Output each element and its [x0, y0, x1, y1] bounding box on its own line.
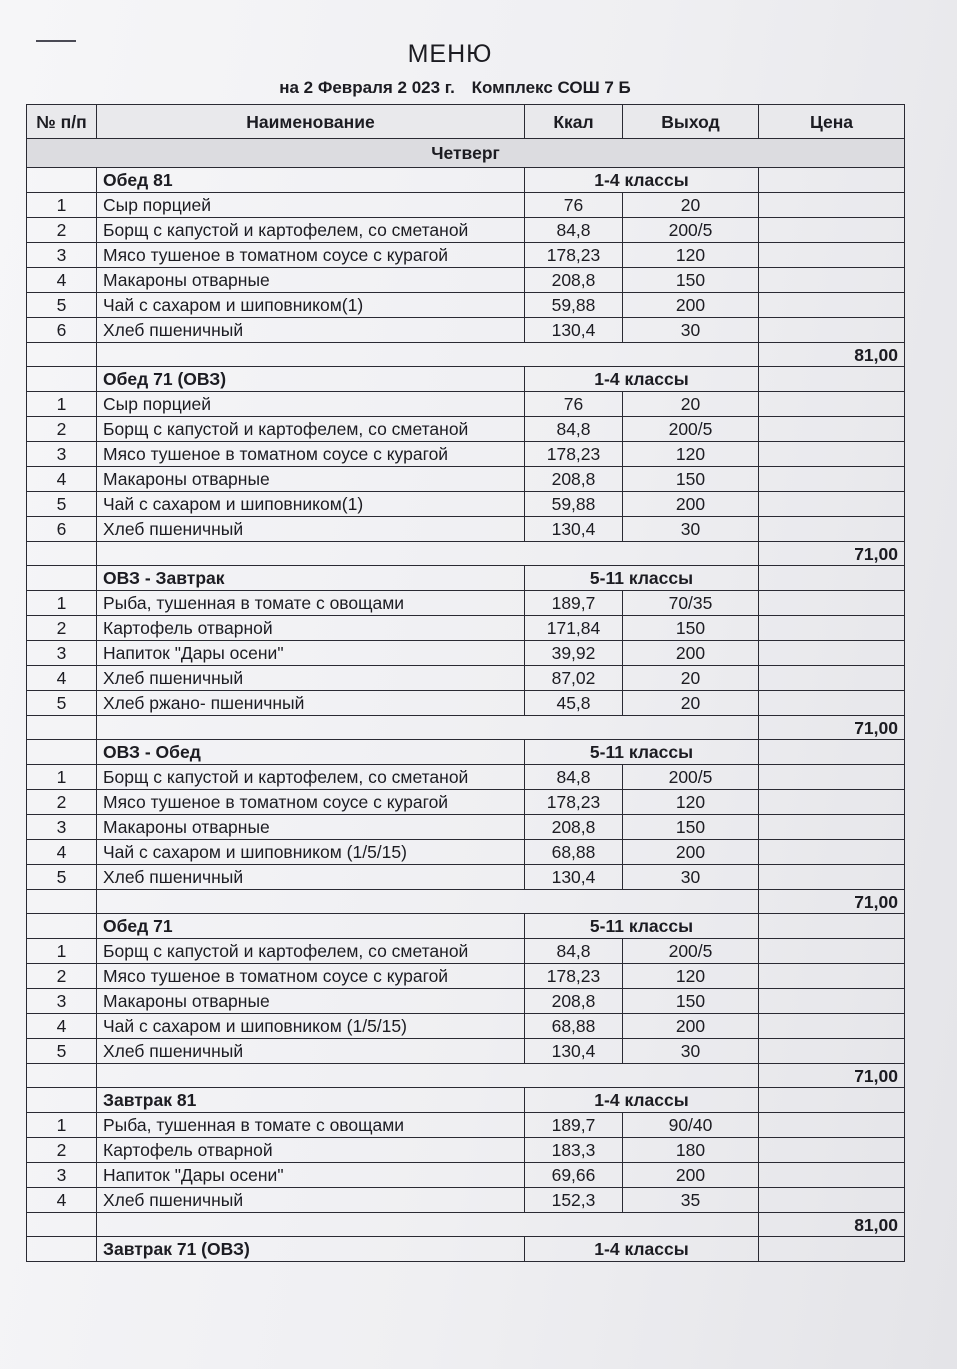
item-number: 1 — [27, 193, 97, 218]
section-num-cell — [27, 1237, 97, 1262]
item-kcal: 171,84 — [525, 616, 623, 641]
section-price-cell — [759, 566, 905, 591]
item-output: 20 — [623, 193, 759, 218]
table-row — [27, 765, 905, 790]
total-blank-cell — [27, 542, 97, 566]
item-price — [759, 1138, 905, 1163]
table-row — [27, 591, 905, 616]
total-blank-cell — [97, 1213, 759, 1237]
item-name: Макароны отварные — [97, 268, 525, 293]
col-kcal-header: Ккал — [525, 105, 623, 139]
table-row — [27, 1039, 905, 1064]
item-number: 4 — [27, 1014, 97, 1039]
item-output: 200 — [623, 641, 759, 666]
menu-table — [26, 104, 905, 1262]
table-row — [27, 790, 905, 815]
item-number: 5 — [27, 1039, 97, 1064]
section-total-price: 71,00 — [759, 890, 905, 914]
item-price — [759, 641, 905, 666]
item-price — [759, 243, 905, 268]
item-kcal: 84,8 — [525, 417, 623, 442]
item-name: Сыр порцией — [97, 193, 525, 218]
table-row — [27, 1138, 905, 1163]
item-number: 3 — [27, 815, 97, 840]
item-name: Чай с сахаром и шиповником (1/5/15) — [97, 840, 525, 865]
item-price — [759, 989, 905, 1014]
item-number: 6 — [27, 318, 97, 343]
section-num-cell — [27, 367, 97, 392]
table-row — [27, 939, 905, 964]
section-classes: 1-4 классы — [525, 367, 759, 392]
item-price — [759, 790, 905, 815]
item-output: 150 — [623, 989, 759, 1014]
item-output: 20 — [623, 666, 759, 691]
section-header-row — [27, 367, 905, 392]
total-blank-cell — [97, 890, 759, 914]
item-name: Хлеб пшеничный — [97, 1039, 525, 1064]
item-kcal: 130,4 — [525, 318, 623, 343]
section-classes: 1-4 классы — [525, 168, 759, 193]
item-number: 5 — [27, 492, 97, 517]
item-price — [759, 1163, 905, 1188]
item-number: 5 — [27, 865, 97, 890]
item-number: 4 — [27, 840, 97, 865]
item-price — [759, 691, 905, 716]
item-kcal: 130,4 — [525, 1039, 623, 1064]
section-header-row — [27, 740, 905, 765]
item-name: Хлеб пшеничный — [97, 1188, 525, 1213]
item-name: Хлеб пшеничный — [97, 865, 525, 890]
item-number: 1 — [27, 1113, 97, 1138]
table-header-row — [27, 105, 905, 139]
item-name: Макароны отварные — [97, 815, 525, 840]
item-price — [759, 1039, 905, 1064]
item-kcal: 69,66 — [525, 1163, 623, 1188]
item-price — [759, 442, 905, 467]
item-price — [759, 467, 905, 492]
item-number: 2 — [27, 790, 97, 815]
item-output: 200 — [623, 1163, 759, 1188]
item-output: 150 — [623, 268, 759, 293]
item-price — [759, 392, 905, 417]
item-output: 120 — [623, 790, 759, 815]
item-name: Рыба, тушенная в томате с овощами — [97, 1113, 525, 1138]
item-output: 30 — [623, 517, 759, 542]
item-number: 6 — [27, 517, 97, 542]
item-price — [759, 964, 905, 989]
item-name: Мясо тушеное в томатном соусе с курагой — [97, 790, 525, 815]
table-row — [27, 666, 905, 691]
item-output: 120 — [623, 442, 759, 467]
section-title: Обед 81 — [97, 168, 525, 193]
item-output: 70/35 — [623, 591, 759, 616]
item-number: 2 — [27, 218, 97, 243]
table-row — [27, 392, 905, 417]
item-kcal: 84,8 — [525, 939, 623, 964]
total-blank-cell — [97, 1064, 759, 1088]
section-num-cell — [27, 566, 97, 591]
section-title: ОВЗ - Завтрак — [97, 566, 525, 591]
item-name: Хлеб пшеничный — [97, 318, 525, 343]
item-kcal: 84,8 — [525, 218, 623, 243]
item-price — [759, 218, 905, 243]
section-total-price: 71,00 — [759, 542, 905, 566]
table-row — [27, 865, 905, 890]
item-number: 2 — [27, 616, 97, 641]
item-number: 4 — [27, 268, 97, 293]
item-price — [759, 616, 905, 641]
section-header-row — [27, 1088, 905, 1113]
section-classes: 5-11 классы — [525, 740, 759, 765]
section-header-row — [27, 566, 905, 591]
item-kcal: 178,23 — [525, 243, 623, 268]
item-kcal: 84,8 — [525, 765, 623, 790]
section-header-row — [27, 914, 905, 939]
item-kcal: 183,3 — [525, 1138, 623, 1163]
item-kcal: 45,8 — [525, 691, 623, 716]
table-row — [27, 442, 905, 467]
menu-complex: Комплекс СОШ 7 Б — [471, 78, 631, 97]
table-row — [27, 1113, 905, 1138]
item-kcal: 178,23 — [525, 790, 623, 815]
item-output: 200/5 — [623, 417, 759, 442]
col-num-header: № п/п — [27, 105, 97, 139]
table-row — [27, 1163, 905, 1188]
day-label: Четверг — [27, 139, 905, 168]
item-kcal: 130,4 — [525, 517, 623, 542]
item-price — [759, 666, 905, 691]
section-price-cell — [759, 914, 905, 939]
item-output: 200 — [623, 1014, 759, 1039]
section-classes: 5-11 классы — [525, 566, 759, 591]
item-name: Чай с сахаром и шиповником(1) — [97, 293, 525, 318]
page-title: МЕНЮ — [407, 40, 493, 68]
item-price — [759, 865, 905, 890]
item-name: Напиток "Дары осени" — [97, 1163, 525, 1188]
item-output: 150 — [623, 467, 759, 492]
item-number: 2 — [27, 1138, 97, 1163]
item-number: 4 — [27, 467, 97, 492]
item-output: 35 — [623, 1188, 759, 1213]
section-num-cell — [27, 914, 97, 939]
section-num-cell — [27, 1088, 97, 1113]
item-name: Чай с сахаром и шиповником (1/5/15) — [97, 1014, 525, 1039]
total-blank-cell — [27, 1064, 97, 1088]
item-name: Картофель отварной — [97, 616, 525, 641]
table-row — [27, 492, 905, 517]
table-row — [27, 616, 905, 641]
page-subtitle — [0, 78, 910, 98]
item-output: 20 — [623, 691, 759, 716]
item-price — [759, 1188, 905, 1213]
item-output: 200/5 — [623, 765, 759, 790]
section-total-price: 71,00 — [759, 716, 905, 740]
item-kcal: 59,88 — [525, 293, 623, 318]
item-name: Борщ с капустой и картофелем, со сметаной — [97, 218, 525, 243]
table-row — [27, 417, 905, 442]
item-name: Хлеб пшеничный — [97, 666, 525, 691]
item-name: Борщ с капустой и картофелем, со сметаной — [97, 939, 525, 964]
item-price — [759, 815, 905, 840]
section-title: Завтрак 71 (ОВЗ) — [97, 1237, 525, 1262]
item-price — [759, 193, 905, 218]
item-number: 1 — [27, 765, 97, 790]
table-row — [27, 815, 905, 840]
item-number: 3 — [27, 243, 97, 268]
item-output: 90/40 — [623, 1113, 759, 1138]
item-kcal: 76 — [525, 392, 623, 417]
item-name: Мясо тушеное в томатном соусе с курагой — [97, 442, 525, 467]
item-kcal: 178,23 — [525, 442, 623, 467]
item-number: 4 — [27, 1188, 97, 1213]
item-name: Борщ с капустой и картофелем, со сметаной — [97, 417, 525, 442]
item-price — [759, 1014, 905, 1039]
section-total-price: 71,00 — [759, 1064, 905, 1088]
item-name: Хлеб пшеничный — [97, 517, 525, 542]
table-row — [27, 1014, 905, 1039]
item-output: 150 — [623, 815, 759, 840]
item-name: Хлеб ржано- пшеничный — [97, 691, 525, 716]
section-price-cell — [759, 740, 905, 765]
section-price-cell — [759, 367, 905, 392]
item-kcal: 208,8 — [525, 989, 623, 1014]
item-name: Борщ с капустой и картофелем, со сметаной — [97, 765, 525, 790]
section-num-cell — [27, 740, 97, 765]
item-output: 30 — [623, 1039, 759, 1064]
total-blank-cell — [27, 716, 97, 740]
table-row — [27, 517, 905, 542]
item-kcal: 189,7 — [525, 1113, 623, 1138]
item-output: 180 — [623, 1138, 759, 1163]
section-classes: 1-4 классы — [525, 1088, 759, 1113]
section-header-row — [27, 168, 905, 193]
item-output: 150 — [623, 616, 759, 641]
section-classes: 5-11 классы — [525, 914, 759, 939]
item-number: 3 — [27, 442, 97, 467]
item-kcal: 87,02 — [525, 666, 623, 691]
item-kcal: 208,8 — [525, 268, 623, 293]
col-name-header: Наименование — [97, 105, 525, 139]
section-price-cell — [759, 1237, 905, 1262]
table-row — [27, 691, 905, 716]
section-title: Обед 71 (ОВЗ) — [97, 367, 525, 392]
item-name: Напиток "Дары осени" — [97, 641, 525, 666]
item-price — [759, 492, 905, 517]
item-number: 1 — [27, 392, 97, 417]
item-number: 2 — [27, 417, 97, 442]
total-blank-cell — [97, 542, 759, 566]
item-kcal: 130,4 — [525, 865, 623, 890]
item-price — [759, 840, 905, 865]
item-kcal: 59,88 — [525, 492, 623, 517]
total-blank-cell — [97, 716, 759, 740]
total-blank-cell — [27, 343, 97, 367]
item-number: 4 — [27, 666, 97, 691]
col-out-header: Выход — [623, 105, 759, 139]
item-price — [759, 1113, 905, 1138]
item-number: 1 — [27, 591, 97, 616]
section-total-price: 81,00 — [759, 343, 905, 367]
section-total-row — [27, 890, 905, 914]
item-output: 200/5 — [623, 218, 759, 243]
item-price — [759, 517, 905, 542]
section-classes: 1-4 классы — [525, 1237, 759, 1262]
item-kcal: 152,3 — [525, 1188, 623, 1213]
item-name: Мясо тушеное в томатном соусе с курагой — [97, 964, 525, 989]
table-row — [27, 840, 905, 865]
item-name: Мясо тушеное в томатном соусе с курагой — [97, 243, 525, 268]
section-total-row — [27, 716, 905, 740]
item-kcal: 208,8 — [525, 815, 623, 840]
section-title: Завтрак 81 — [97, 1088, 525, 1113]
section-total-price: 81,00 — [759, 1213, 905, 1237]
col-price-header: Цена — [759, 105, 905, 139]
section-num-cell — [27, 168, 97, 193]
table-row — [27, 964, 905, 989]
table-row — [27, 989, 905, 1014]
table-row — [27, 467, 905, 492]
item-output: 20 — [623, 392, 759, 417]
item-price — [759, 417, 905, 442]
item-price — [759, 268, 905, 293]
table-row — [27, 1188, 905, 1213]
item-number: 3 — [27, 989, 97, 1014]
item-output: 30 — [623, 865, 759, 890]
menu-table-body — [27, 105, 905, 1262]
section-header-row — [27, 1237, 905, 1262]
item-kcal: 178,23 — [525, 964, 623, 989]
item-name: Чай с сахаром и шиповником(1) — [97, 492, 525, 517]
section-total-row — [27, 343, 905, 367]
table-row — [27, 268, 905, 293]
item-kcal: 208,8 — [525, 467, 623, 492]
item-number: 5 — [27, 293, 97, 318]
section-total-row — [27, 1213, 905, 1237]
section-price-cell — [759, 168, 905, 193]
total-blank-cell — [27, 890, 97, 914]
total-blank-cell — [27, 1213, 97, 1237]
table-row — [27, 193, 905, 218]
item-kcal: 68,88 — [525, 840, 623, 865]
item-price — [759, 765, 905, 790]
item-output: 200 — [623, 492, 759, 517]
item-number: 5 — [27, 691, 97, 716]
section-total-row — [27, 1064, 905, 1088]
total-blank-cell — [97, 343, 759, 367]
item-price — [759, 318, 905, 343]
table-row — [27, 293, 905, 318]
table-row — [27, 243, 905, 268]
item-price — [759, 939, 905, 964]
item-name: Макароны отварные — [97, 989, 525, 1014]
item-name: Макароны отварные — [97, 467, 525, 492]
section-total-row — [27, 542, 905, 566]
table-row — [27, 318, 905, 343]
item-number: 2 — [27, 964, 97, 989]
item-output: 120 — [623, 964, 759, 989]
item-price — [759, 293, 905, 318]
item-name: Картофель отварной — [97, 1138, 525, 1163]
item-name: Сыр порцией — [97, 392, 525, 417]
item-output: 200 — [623, 840, 759, 865]
item-name: Рыба, тушенная в томате с овощами — [97, 591, 525, 616]
menu-date: на 2 Февраля 2 023 г. — [279, 78, 455, 97]
table-row — [27, 641, 905, 666]
item-kcal: 189,7 — [525, 591, 623, 616]
item-output: 120 — [623, 243, 759, 268]
item-kcal: 76 — [525, 193, 623, 218]
item-kcal: 39,92 — [525, 641, 623, 666]
item-output: 30 — [623, 318, 759, 343]
table-row — [27, 218, 905, 243]
section-title: Обед 71 — [97, 914, 525, 939]
section-title: ОВЗ - Обед — [97, 740, 525, 765]
item-price — [759, 591, 905, 616]
day-row — [27, 139, 905, 168]
item-number: 1 — [27, 939, 97, 964]
section-price-cell — [759, 1088, 905, 1113]
item-kcal: 68,88 — [525, 1014, 623, 1039]
item-number: 3 — [27, 1163, 97, 1188]
item-output: 200 — [623, 293, 759, 318]
item-number: 3 — [27, 641, 97, 666]
item-output: 200/5 — [623, 939, 759, 964]
